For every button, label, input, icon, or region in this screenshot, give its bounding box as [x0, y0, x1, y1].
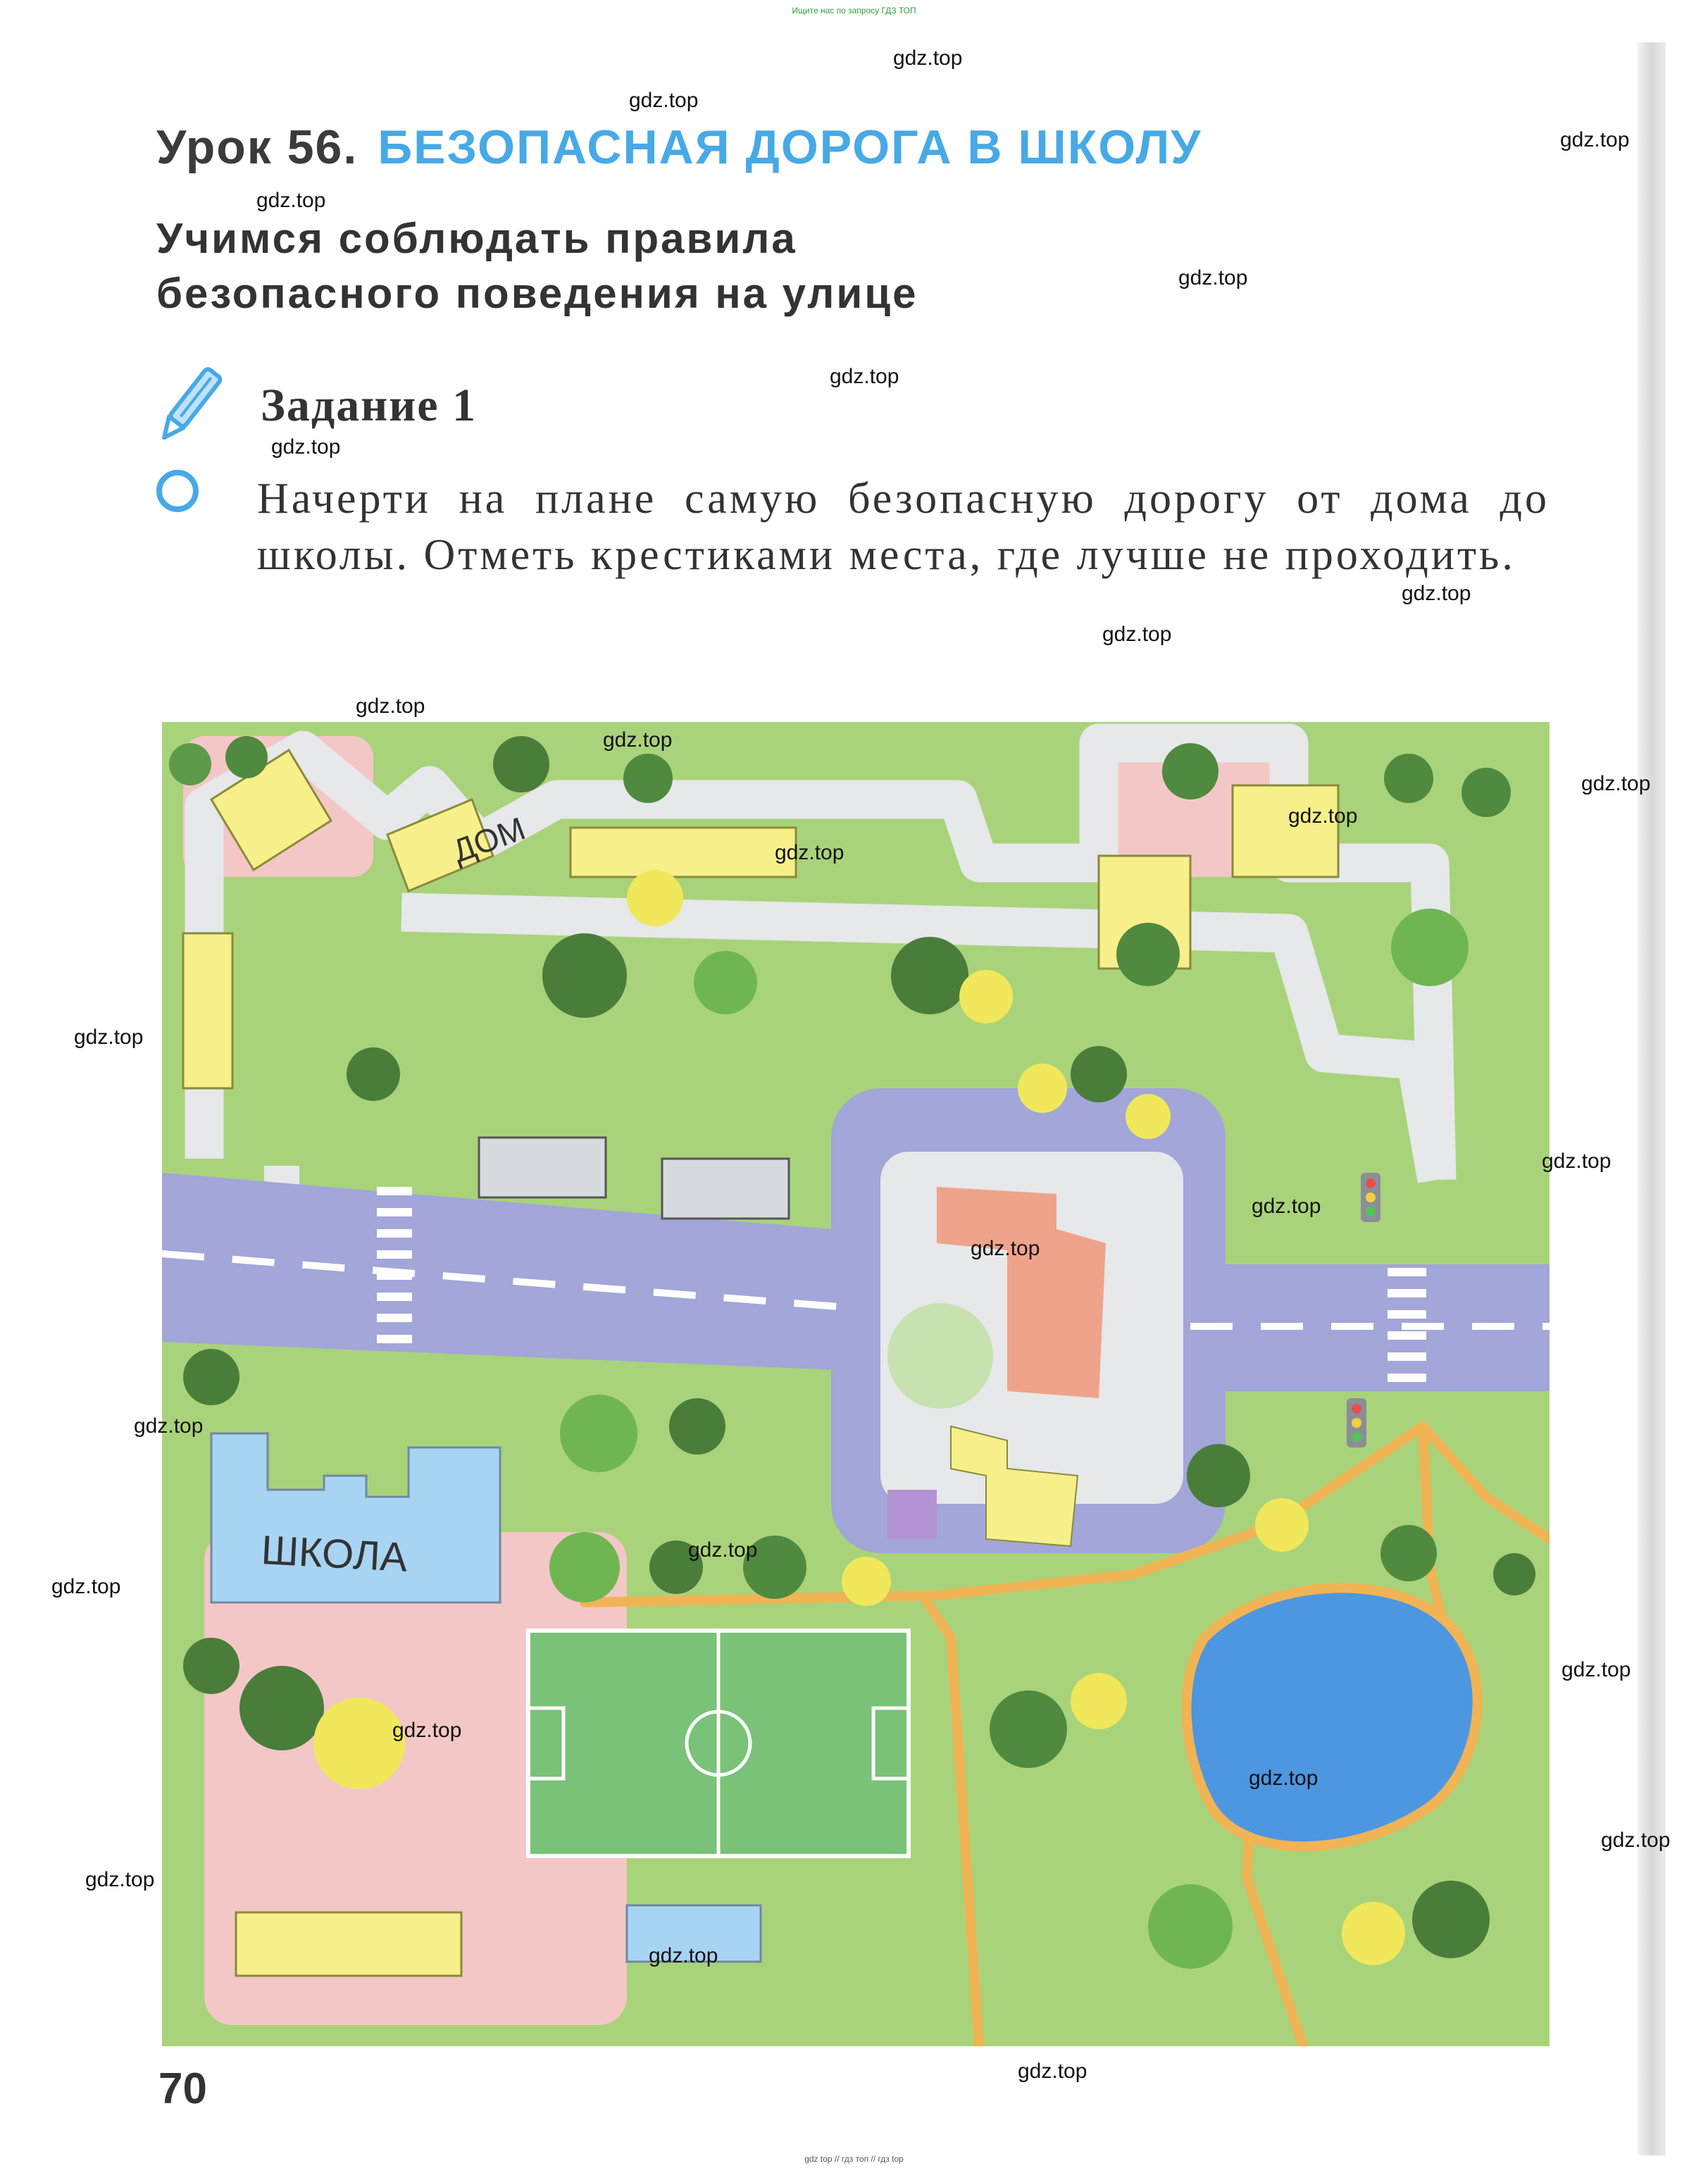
task-title: Задание 1	[261, 380, 478, 431]
lesson-title	[156, 120, 1202, 175]
watermark: gdz.top	[1252, 1195, 1321, 1218]
watermark: gdz.top	[688, 1538, 758, 1562]
house-southwest	[236, 1912, 461, 1976]
kiosk-purple	[887, 1490, 937, 1539]
traffic-light-north	[1361, 1173, 1380, 1222]
watermark: gdz.top	[1561, 1658, 1631, 1681]
watermark: gdz.top	[1288, 804, 1358, 828]
watermark: gdz.top	[256, 189, 326, 212]
watermark: gdz.top	[1018, 2060, 1087, 2083]
school-label: ШКОЛА	[260, 1527, 409, 1581]
watermark: gdz.top	[649, 1944, 718, 1967]
watermark: gdz.top	[971, 1237, 1040, 1260]
watermark: gdz.top	[1249, 1767, 1319, 1790]
lesson-subtitle	[156, 211, 1283, 321]
watermark: gdz.top	[85, 1868, 155, 1891]
traffic-light-south	[1347, 1398, 1366, 1447]
subtitle-line-1: Учимся соблюдать правила	[156, 215, 797, 262]
footer-note: gdz top // гдз топ // гдз top	[804, 2154, 904, 2164]
watermark: gdz.top	[74, 1026, 144, 1049]
watermark: gdz.top	[392, 1719, 462, 1742]
roundabout-garden	[887, 1303, 993, 1409]
garage	[662, 1159, 789, 1219]
watermark: gdz.top	[893, 46, 963, 70]
watermark: gdz.top	[1402, 582, 1471, 605]
subtitle-line-2: безопасного поведения на улице	[156, 270, 918, 317]
pond	[1187, 1588, 1478, 1846]
watermark: gdz.top	[603, 728, 673, 752]
garage	[479, 1138, 606, 1197]
watermark: gdz.top	[356, 695, 425, 718]
neighborhood-map	[162, 722, 1550, 2046]
house-label: ДОМ	[447, 809, 530, 870]
watermark: gdz.top	[1178, 266, 1248, 289]
task-circle-marker	[156, 470, 199, 512]
watermark: gdz.top	[1601, 1829, 1671, 1852]
watermark: gdz.top	[775, 841, 844, 864]
lesson-number: Урок 56.	[156, 120, 359, 174]
watermark: gdz.top	[830, 365, 899, 388]
lesson-topic: БЕЗОПАСНАЯ ДОРОГА В ШКОЛУ	[378, 120, 1202, 174]
pencil-icon	[154, 363, 224, 447]
watermark: gdz.top	[134, 1414, 204, 1438]
header-note: Ищите нас по запросу ГДЗ ТОП	[792, 6, 916, 15]
watermark: gdz.top	[271, 435, 341, 459]
watermark: gdz.top	[1542, 1150, 1612, 1173]
watermark: gdz.top	[1560, 128, 1630, 151]
watermark: gdz.top	[1102, 623, 1172, 646]
page-number: 70	[158, 2065, 207, 2113]
watermark: gdz.top	[1581, 772, 1651, 795]
watermark: gdz.top	[629, 89, 699, 112]
task-text: Начерти на плане самую безопасную дорогу от дома до школы. Отметь крестиками места, где лучше не проходить.	[257, 475, 1550, 579]
watermark: gdz.top	[51, 1575, 121, 1598]
